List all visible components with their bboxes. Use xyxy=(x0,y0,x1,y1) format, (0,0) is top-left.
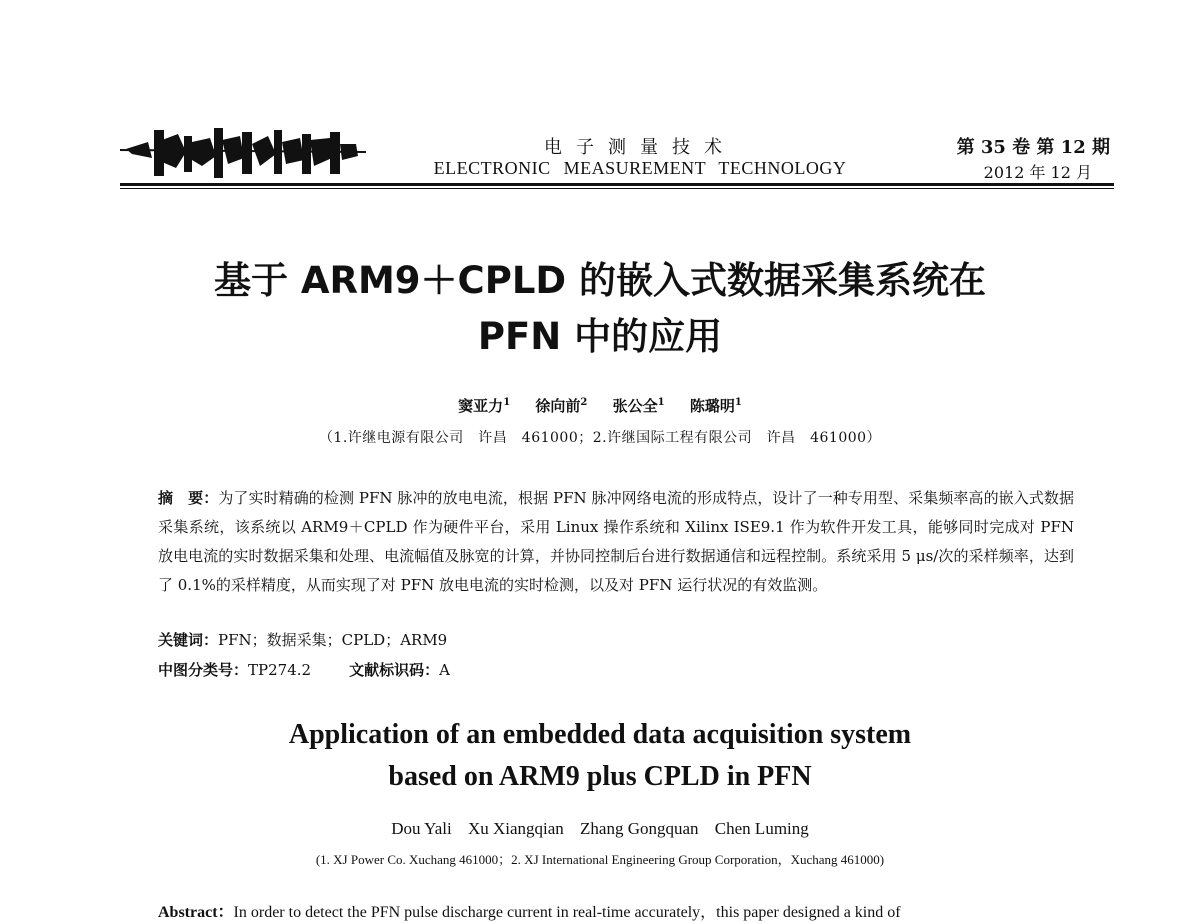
document-code-value: A xyxy=(439,661,450,679)
abstract-cn-text: 为了实时精确的检测 PFN 脉冲的放电电流，根据 PFN 脉冲网络电流的形成特点，设计了一种专用型、采集频率高的嵌入式数据采集系统，该系统以 ARM9＋CPLD 作为硬件平台，采用 Linux 操作系统和 Xilinx ISE9.1 作为软件开发工具，能够同时完成对 PFN 放电电流的实时数据采集和处理、电流幅值及脉宽的计算，并协同控制后台进行数据通信和远程控制。系统采用 5 μs/次的采样频率，达到了 0.1%的采样精度，从而实现了对 PFN 放电电流的实时检测，以及对 PFN 运行状况的有效监测。 xyxy=(158,489,1074,594)
keywords-cn-text: PFN；数据采集；CPLD；ARM9 xyxy=(218,631,448,649)
header-rule-thin xyxy=(120,188,1114,189)
paper-title-cn xyxy=(100,253,1100,365)
issue-date: 2012 年 12 月 xyxy=(983,163,1092,182)
classification-label: 中图分类号： xyxy=(158,661,249,679)
journal-name-cn: 电子测量技术 xyxy=(544,137,736,158)
author-en: Chen Luming xyxy=(714,819,809,838)
keywords-cn xyxy=(158,629,447,650)
classification-cn xyxy=(158,659,450,680)
author-cn: 窦亚力$^1$ xyxy=(458,397,511,415)
header-rule xyxy=(120,183,1114,186)
author-cn: 徐向前$^2$ xyxy=(535,397,588,415)
title-cn-line-2: PFN 中的应用 xyxy=(477,315,723,358)
issue-volume: 第 35 卷 第 12 期 xyxy=(956,137,1110,158)
authors-cn xyxy=(200,395,1000,416)
abstract-en-label: Abstract： xyxy=(158,904,234,921)
author-en: Xu Xiangqian xyxy=(467,819,564,838)
affiliation-en: (1. XJ Power Co. Xuchang 461000；2. XJ International Engineering Group Corporation，Xuchang 461000) xyxy=(315,852,885,867)
document-code-label: 文献标识码： xyxy=(349,661,440,679)
abstract-cn xyxy=(158,484,1074,600)
author-en: Zhang Gongquan xyxy=(580,819,699,838)
paper-title-en xyxy=(150,714,1050,798)
abstract-en-text: In order to detect the PFN pulse discharge current in real-time accurately，this paper designed a kind of xyxy=(233,904,901,921)
author-cn: 陈璐明$^1$ xyxy=(689,397,742,415)
title-en-line-1: Application of an embedded data acquisition system xyxy=(288,719,912,750)
authors-en xyxy=(150,819,1050,839)
abstract-cn-label: 摘 要： xyxy=(158,489,219,507)
affiliation-cn: （1.许继电源有限公司 许昌 461000；2.许继国际工程有限公司 许昌 461000） xyxy=(318,430,882,446)
title-cn-line-1: 基于 ARM9＋CPLD 的嵌入式数据采集系统在 xyxy=(213,259,986,302)
keywords-cn-label: 关键词： xyxy=(158,631,219,649)
journal-name-en: ELECTRONIC MEASUREMENT TECHNOLOGY xyxy=(433,158,847,178)
abstract-en xyxy=(158,902,1074,924)
journal-logo xyxy=(118,122,368,182)
author-en: Dou Yali xyxy=(391,819,452,838)
author-cn: 张公全$^1$ xyxy=(612,397,665,415)
title-en-line-2: based on ARM9 plus CPLD in PFN xyxy=(388,761,812,792)
classification-value: TP274.2 xyxy=(248,661,312,679)
